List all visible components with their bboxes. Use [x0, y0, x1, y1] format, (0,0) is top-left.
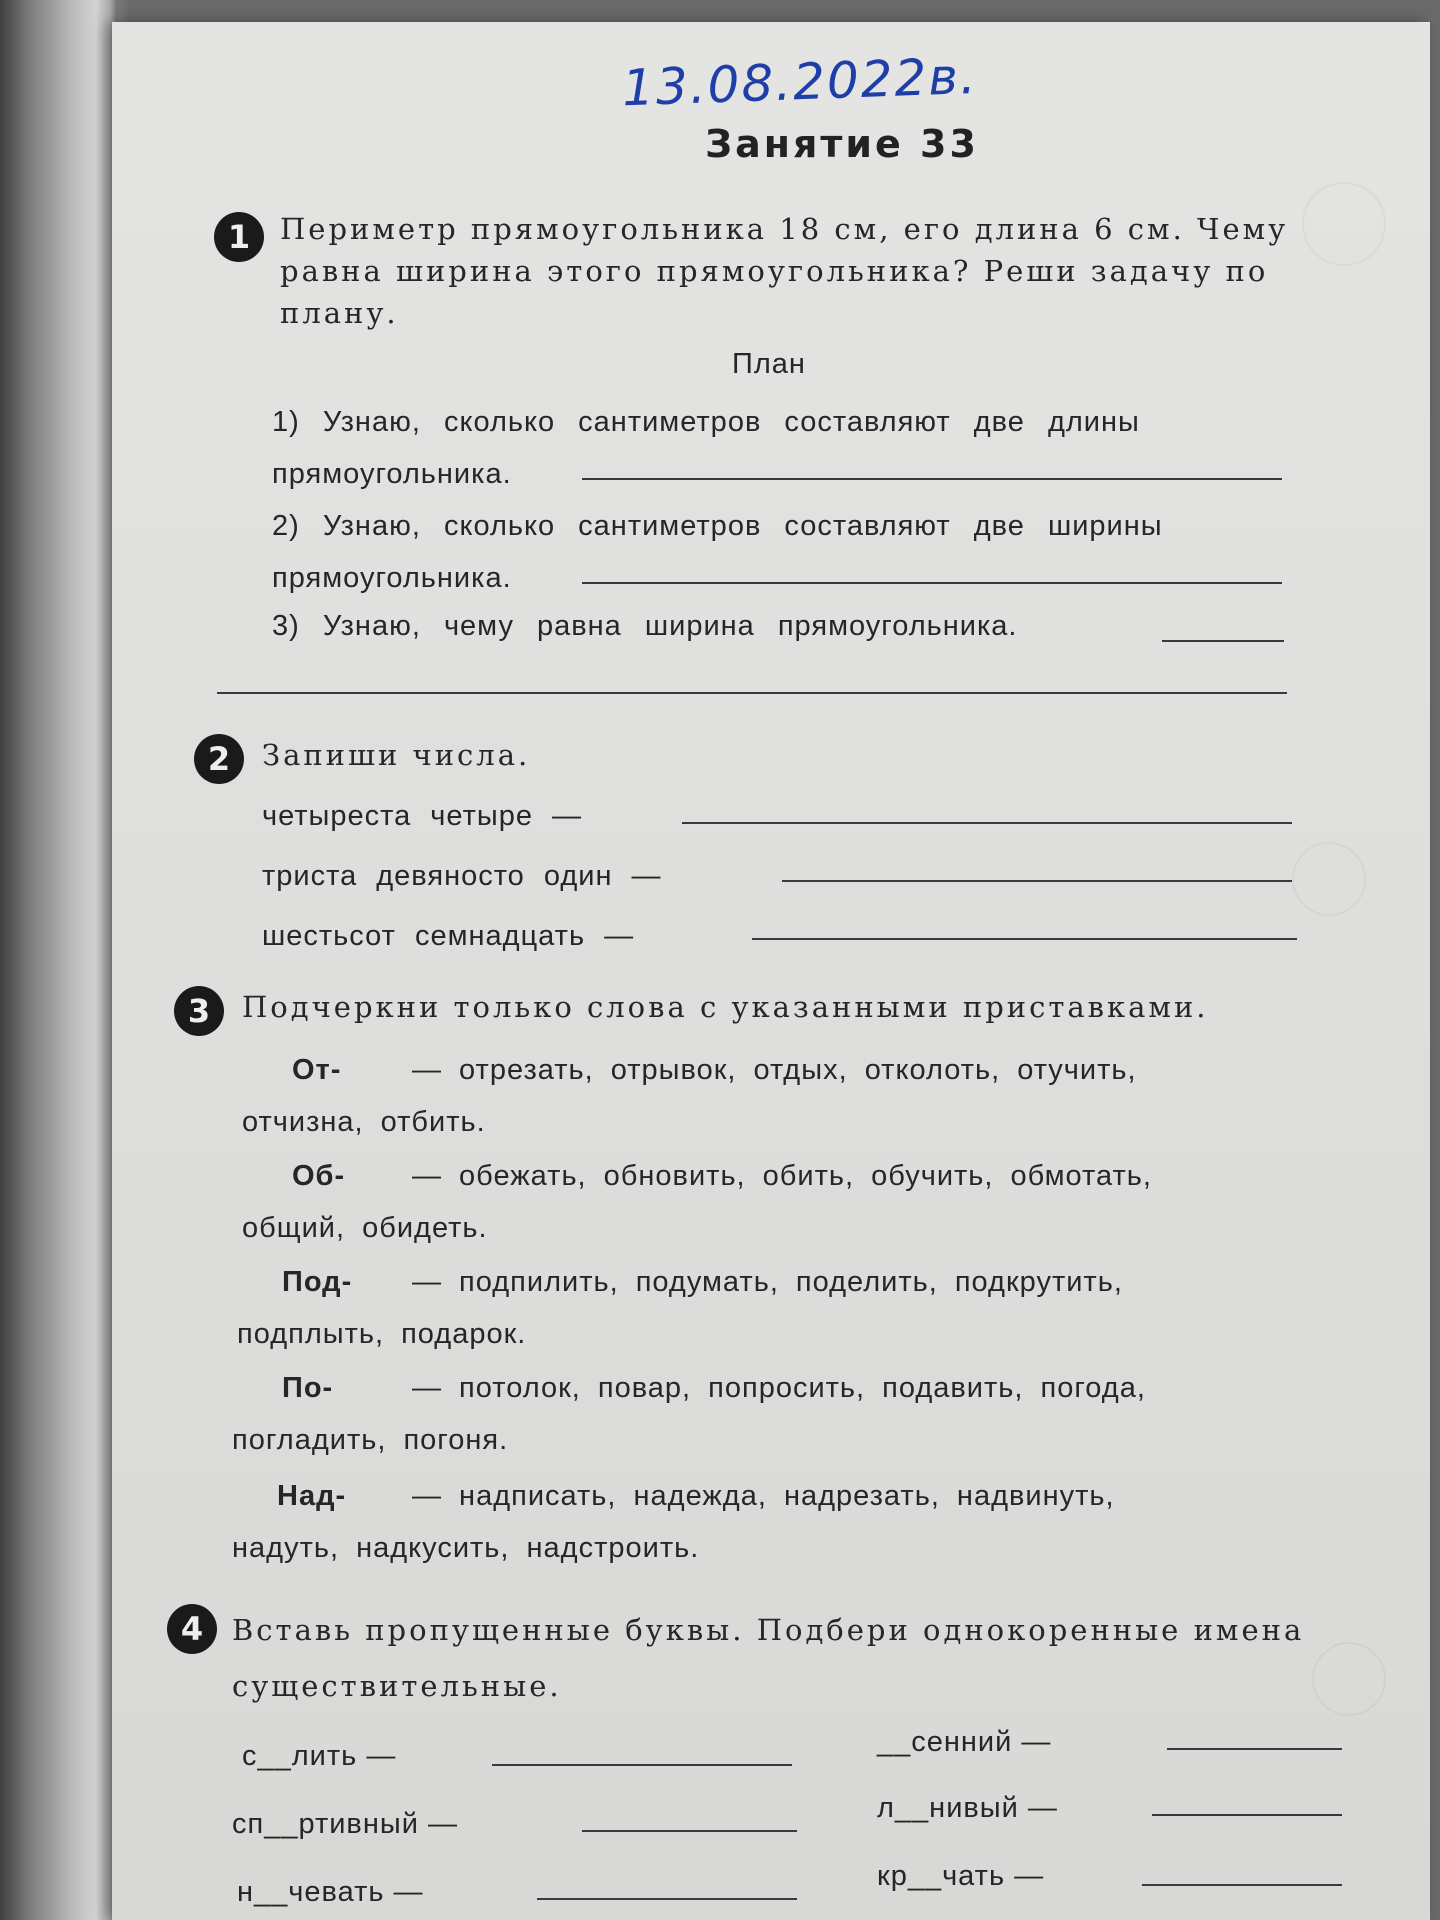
task-3-words-nad-cont: надуть, надкусить, надстроить. — [232, 1532, 700, 1564]
task-4-right-word-3: кр__чать — — [877, 1860, 1045, 1892]
task-3-prefix-po: По- — [282, 1372, 334, 1404]
answer-line[interactable] — [1152, 1814, 1342, 1816]
task-3-words-pod: — подпилить, подумать, поделить, подкрутить, — [412, 1266, 1123, 1298]
task-2-number-badge: 2 — [194, 734, 244, 784]
answer-line[interactable] — [537, 1898, 797, 1900]
task-2-item-1: четыреста четыре — — [262, 800, 583, 832]
answer-line[interactable] — [682, 822, 1292, 824]
task-3-prefix-ot: От- — [292, 1054, 342, 1086]
answer-line[interactable] — [582, 582, 1282, 584]
task-2-item-2: триста девяносто один — — [262, 860, 662, 892]
answer-line[interactable] — [1162, 640, 1284, 642]
answer-line[interactable] — [217, 692, 1287, 694]
task-4-left-word-2: сп__ртивный — — [232, 1808, 458, 1840]
answer-line[interactable] — [752, 938, 1297, 940]
task-1-plan-step-3: 3) Узнаю, чему равна ширина прямоугольника. — [272, 610, 1018, 642]
task-3-words-ot-cont: отчизна, отбить. — [242, 1106, 486, 1138]
task-3-prefix-ob: Об- — [292, 1160, 346, 1192]
task-3-prefix-pod: Под- — [282, 1266, 353, 1298]
task-3-number-badge: 3 — [174, 986, 224, 1036]
workbook-page — [112, 22, 1430, 1920]
answer-line[interactable] — [782, 880, 1292, 882]
task-2-text: Запиши числа. — [262, 738, 531, 772]
task-4-left-word-1: с__лить — — [242, 1740, 397, 1772]
task-3-prefix-nad: Над- — [277, 1480, 347, 1512]
task-1-plan-step-2: 2) Узнаю, сколько сантиметров составляют две ширины прямоугольника. — [272, 510, 1163, 594]
task-3-words-ob: — обежать, обновить, обить, обучить, обмотать, — [412, 1160, 1152, 1192]
task-4-text: Вставь пропущенные буквы. Подбери однокоренные имена существительные. — [232, 1613, 1305, 1703]
task-3-words-nad: — надписать, надежда, надрезать, надвинуть, — [412, 1480, 1115, 1512]
task-1-plan-step-1: 1) Узнаю, сколько сантиметров составляют две длины прямоугольника. — [272, 406, 1140, 490]
task-1-text: Периметр прямоугольника 18 см, его длина 6 см. Чему равна ширина этого прямоугольника? Реши задачу по плану. — [280, 212, 1289, 330]
task-1-plan-title: План — [732, 348, 806, 380]
task-3-words-po: — потолок, повар, попросить, подавить, погода, — [412, 1372, 1146, 1404]
task-4-right-word-2: л__нивый — — [877, 1792, 1058, 1824]
answer-line[interactable] — [1142, 1884, 1342, 1886]
answer-line[interactable] — [492, 1764, 792, 1766]
task-2-item-3: шестьсот семнадцать — — [262, 920, 635, 952]
task-4-right-word-1: __сенний — — [877, 1726, 1052, 1758]
handwritten-date: 13.08.2022в. — [621, 46, 979, 118]
answer-line[interactable] — [1167, 1748, 1342, 1750]
left-page-edge — [0, 0, 118, 1920]
task-3-words-ot: — отрезать, отрывок, отдых, отколоть, отучить, — [412, 1054, 1137, 1086]
bleed-through-mark — [1292, 842, 1366, 916]
task-3-words-ob-cont: общий, обидеть. — [242, 1212, 488, 1244]
lesson-title: Занятие 33 — [705, 122, 979, 166]
bleed-through-mark — [1312, 1642, 1386, 1716]
answer-line[interactable] — [582, 1830, 797, 1832]
task-4-left-word-3: н__чевать — — [237, 1876, 424, 1908]
task-3-words-pod-cont: подплыть, подарок. — [237, 1318, 527, 1350]
task-4-number-badge: 4 — [167, 1604, 217, 1654]
task-3-text: Подчеркни только слова с указанными приставками. — [242, 990, 1209, 1024]
page-content — [112, 22, 1430, 1920]
task-3-words-po-cont: погладить, погоня. — [232, 1424, 509, 1456]
task-1-number-badge: 1 — [214, 212, 264, 262]
answer-line[interactable] — [582, 478, 1282, 480]
